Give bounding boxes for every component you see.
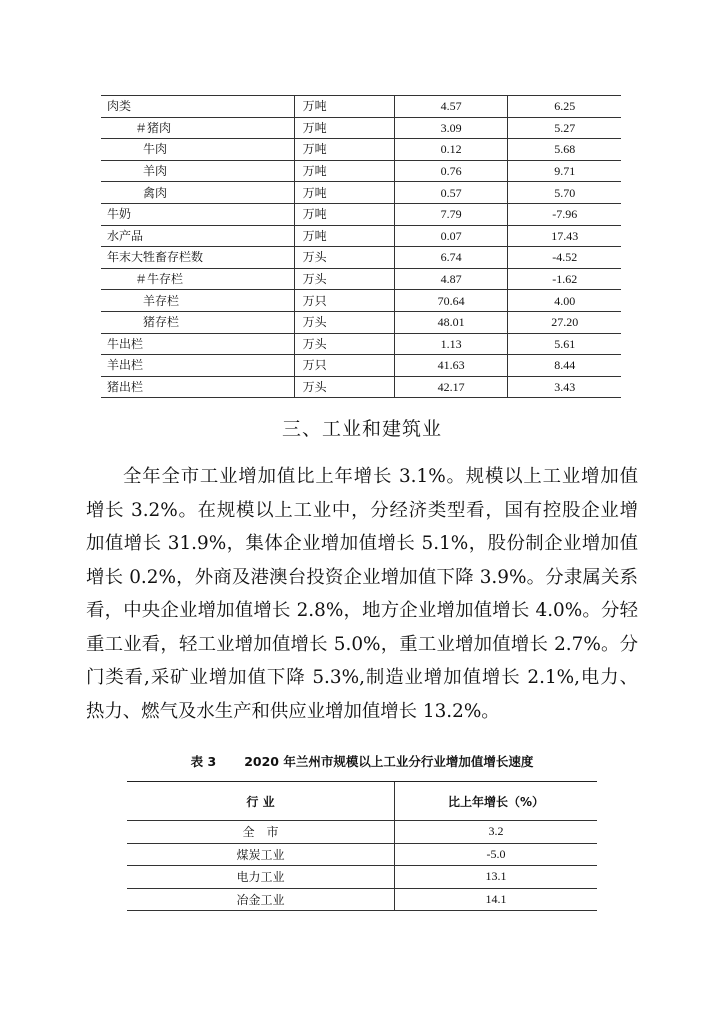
row-name: 水产品 [101, 225, 294, 247]
row-unit: 万头 [294, 247, 394, 269]
row-name: 羊出栏 [101, 355, 294, 377]
paragraph-line: 看，中央企业增加值增长 2.8%，地方企业增加值增长 4.0%。分轻 [86, 600, 638, 621]
table-row [101, 355, 621, 377]
row-value: 41.63 [394, 355, 508, 377]
industry-growth-table [127, 781, 597, 911]
row-value: 4.57 [394, 96, 508, 118]
row-unit: 万头 [294, 311, 394, 333]
table-row [101, 96, 621, 118]
row-value: 70.64 [394, 290, 508, 312]
row-industry: 冶金工业 [127, 888, 395, 911]
row-value: 4.87 [394, 268, 508, 290]
table3-label: 表 3 [190, 754, 217, 769]
row-value: 42.17 [394, 376, 508, 398]
row-value: 48.01 [394, 311, 508, 333]
row-value: 1.13 [394, 333, 508, 355]
row-unit: 万吨 [294, 96, 394, 118]
row-unit: 万吨 [294, 182, 394, 204]
row-unit: 万头 [294, 376, 394, 398]
row-growth: 5.68 [508, 139, 621, 161]
row-growth: 14.1 [395, 888, 598, 911]
row-industry: 全 市 [127, 821, 395, 844]
table-row [101, 203, 621, 225]
paragraph-line: 重工业看，轻工业增加值增长 5.0%，重工业增加值增长 2.7%。分 [86, 633, 638, 655]
row-growth: -1.62 [508, 268, 621, 290]
row-unit: 万头 [294, 333, 394, 355]
row-unit: 万吨 [294, 203, 394, 225]
row-name: 禽肉 [101, 182, 294, 204]
table-row [101, 333, 621, 355]
table-row [127, 888, 597, 911]
row-name: ＃牛存栏 [101, 268, 294, 290]
row-name: 肉类 [101, 96, 294, 118]
table-row [101, 160, 621, 182]
row-growth: 5.70 [508, 182, 621, 204]
livestock-products-table [101, 95, 621, 398]
row-name: 猪存栏 [101, 311, 294, 333]
row-name: 牛肉 [101, 139, 294, 161]
row-value: 0.07 [394, 225, 508, 247]
row-growth: 5.27 [508, 117, 621, 139]
row-name: 年末大牲畜存栏数 [101, 247, 294, 269]
row-value: 3.09 [394, 117, 508, 139]
table-row [101, 376, 621, 398]
row-growth: 8.44 [508, 355, 621, 377]
row-unit: 万只 [294, 355, 394, 377]
row-industry: 电力工业 [127, 866, 395, 889]
row-industry: 煤炭工业 [127, 843, 395, 866]
row-value: 0.12 [394, 139, 508, 161]
row-name: ＃猪肉 [101, 117, 294, 139]
row-growth: 6.25 [508, 96, 621, 118]
row-unit: 万吨 [294, 139, 394, 161]
paragraph-line: 门类看,采矿业增加值下降 5.3%,制造业增加值增长 2.1%,电力、 [86, 667, 638, 688]
row-growth: -7.96 [508, 203, 621, 225]
table-row [101, 139, 621, 161]
row-name: 牛出栏 [101, 333, 294, 355]
row-growth: -4.52 [508, 247, 621, 269]
row-growth: 5.61 [508, 333, 621, 355]
row-unit: 万吨 [294, 117, 394, 139]
row-growth: 3.2 [395, 821, 598, 844]
row-name: 猪出栏 [101, 376, 294, 398]
paragraph-line: 全年全市工业增加值比上年增长 3.1%。规模以上工业增加值 [123, 466, 638, 487]
paragraph-line: 增长 3.2%。在规模以上工业中，分经济类型看，国有控股企业增 [86, 499, 638, 521]
row-name: 羊存栏 [101, 290, 294, 312]
row-growth: 9.71 [508, 160, 621, 182]
row-value: 6.74 [394, 247, 508, 269]
table-row [101, 290, 621, 312]
header-industry: 行 业 [127, 782, 395, 821]
row-value: 0.76 [394, 160, 508, 182]
paragraph-line: 增长 0.2%，外商及港澳台投资企业增加值下降 3.9%。分隶属关系 [86, 566, 638, 588]
table-row [101, 268, 621, 290]
table-row [101, 247, 621, 269]
row-unit: 万吨 [294, 160, 394, 182]
paragraph-line: 热力、燃气及水生产和供应业增加值增长 13.2%。 [86, 700, 500, 722]
table-row [127, 821, 597, 844]
row-growth: 27.20 [508, 311, 621, 333]
row-unit: 万只 [294, 290, 394, 312]
section-title: 三、工业和建筑业 [281, 418, 442, 440]
table-header-row [127, 782, 597, 821]
row-growth: 17.43 [508, 225, 621, 247]
table-row [127, 866, 597, 889]
row-value: 0.57 [394, 182, 508, 204]
table3-title: 2020 年兰州市规模以上工业分行业增加值增长速度 [244, 754, 534, 769]
row-unit: 万吨 [294, 225, 394, 247]
table-row [127, 843, 597, 866]
header-growth: 比上年增长（%） [395, 782, 598, 821]
row-growth: -5.0 [395, 843, 598, 866]
row-growth: 4.00 [508, 290, 621, 312]
row-name: 羊肉 [101, 160, 294, 182]
table-row [101, 311, 621, 333]
table-row [101, 225, 621, 247]
row-name: 牛奶 [101, 203, 294, 225]
row-value: 7.79 [394, 203, 508, 225]
table-row [101, 182, 621, 204]
row-growth: 3.43 [508, 376, 621, 398]
table3-caption [0, 752, 724, 770]
row-unit: 万头 [294, 268, 394, 290]
industry-paragraph [86, 460, 638, 728]
paragraph-line: 加值增长 31.9%，集体企业增加值增长 5.1%，股份制企业增加值 [86, 533, 638, 554]
table-row [101, 117, 621, 139]
row-growth: 13.1 [395, 866, 598, 889]
